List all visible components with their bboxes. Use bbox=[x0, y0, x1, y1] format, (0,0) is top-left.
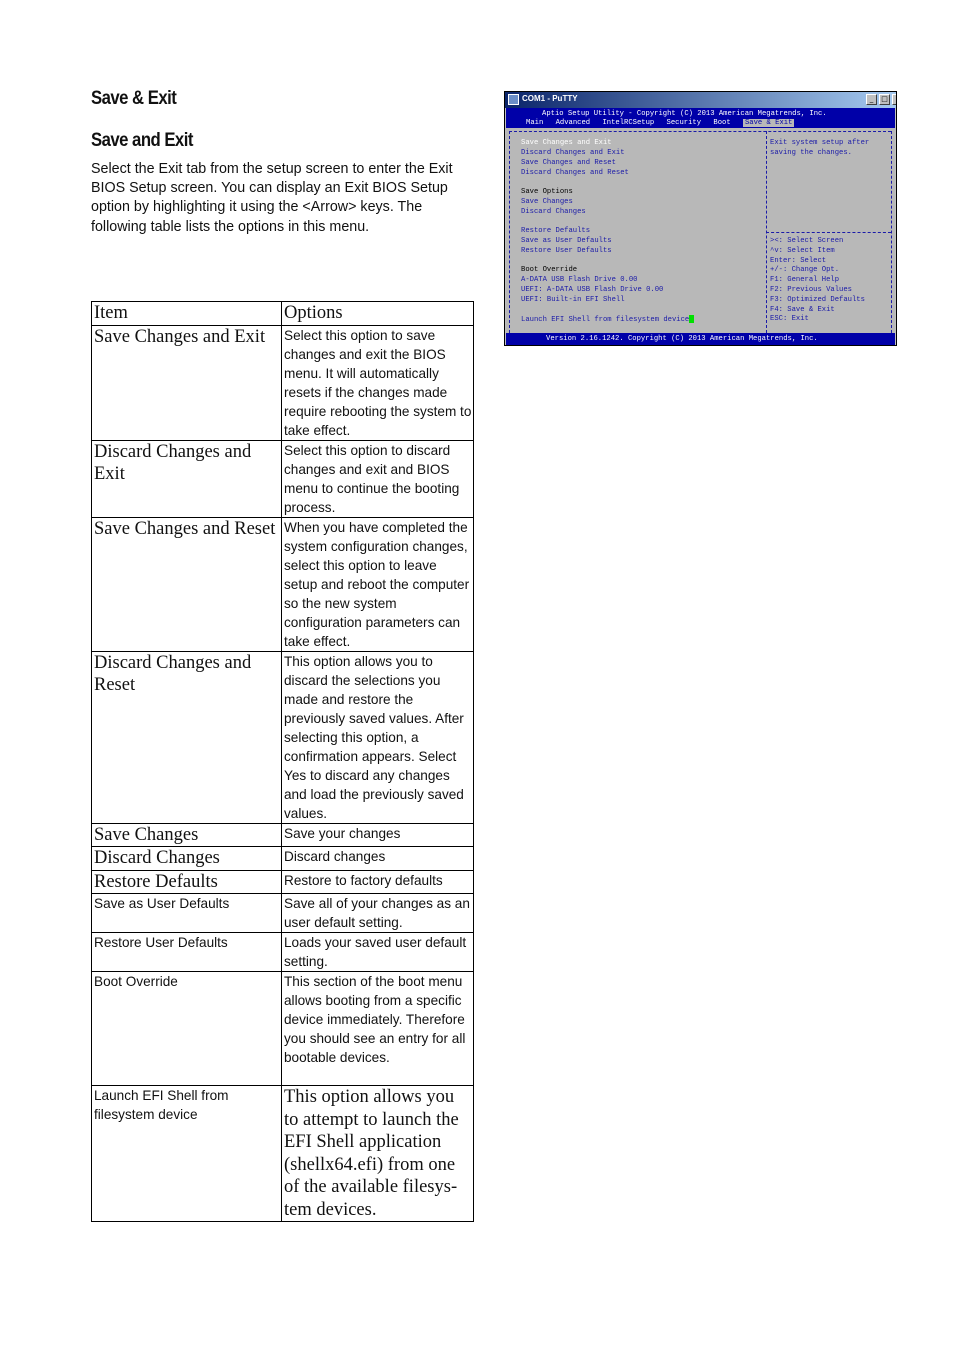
bios-version: Version 2.16.1242. Copyright (C) 2013 American Megatrends, Inc. bbox=[546, 335, 818, 343]
table-row bbox=[92, 1086, 474, 1222]
row-item: Discard Changes and Reset bbox=[92, 651, 282, 823]
section-heading: Save and Exit bbox=[91, 130, 193, 151]
frame-top bbox=[509, 131, 891, 132]
table-row bbox=[92, 440, 474, 517]
row-options: This option allows you to discard the selections you made and restore the previously saved values. After selecting this option, a confirmation appears. Select Yes to discard any changes and load the previously saved values. bbox=[282, 651, 474, 823]
close-icon[interactable] bbox=[892, 94, 896, 105]
key-hint: ^v: Select Item bbox=[770, 247, 835, 255]
page-heading: Save & Exit bbox=[91, 88, 177, 109]
key-hint: F2: Previous Values bbox=[770, 286, 852, 294]
menu-item[interactable]: Save Changes and Exit bbox=[521, 139, 612, 147]
menu-item[interactable]: Restore Defaults bbox=[521, 227, 591, 235]
tab-intelrcsetup[interactable]: IntelRCSetup bbox=[602, 119, 655, 127]
table-row bbox=[92, 325, 474, 440]
putty-app-icon bbox=[508, 94, 519, 105]
key-hint: F4: Save & Exit bbox=[770, 306, 835, 314]
row-options: This section of the boot menu allows booting from a specific device immediately. Therefore you should see an entry for all bootable devices. bbox=[282, 972, 474, 1086]
help-text: saving the changes. bbox=[770, 149, 852, 157]
row-item: Restore Defaults bbox=[92, 870, 282, 894]
putty-window bbox=[504, 91, 897, 346]
minimize-icon[interactable]: _ bbox=[866, 94, 877, 105]
menu-item[interactable]: A-DATA USB Flash Drive 0.00 bbox=[521, 276, 638, 284]
table-row bbox=[92, 870, 474, 894]
table-row bbox=[92, 651, 474, 823]
menu-item[interactable]: UEFI: A-DATA USB Flash Drive 0.00 bbox=[521, 286, 664, 294]
row-item: Boot Override bbox=[92, 972, 282, 1086]
tab-security[interactable]: Security bbox=[666, 119, 702, 127]
key-hint: Enter: Select bbox=[770, 257, 827, 265]
row-options: Select this option to save changes and exit the BIOS menu. It will automatically resets if the changes made require rebooting the system to take effect. bbox=[282, 325, 474, 440]
bios-tab-bar bbox=[526, 119, 802, 127]
menu-item[interactable]: Save as User Defaults bbox=[521, 237, 612, 245]
row-options: Save all of your changes as an user default setting. bbox=[282, 894, 474, 933]
row-item: Discard Changes bbox=[92, 847, 282, 871]
tab-boot[interactable]: Boot bbox=[713, 119, 731, 127]
header-item: Item bbox=[92, 302, 282, 326]
menu-item-label: Launch EFI Shell from filesystem device bbox=[521, 315, 690, 324]
row-options: When you have completed the system configuration changes, select this option to leave setup and reboot the computer so the new system configuration parameters can take effect. bbox=[282, 517, 474, 651]
bios-header bbox=[506, 108, 895, 128]
table-header-row bbox=[92, 302, 474, 326]
key-hint: ><: Select Screen bbox=[770, 237, 844, 245]
frame-left bbox=[509, 131, 510, 333]
maximize-icon[interactable]: □ bbox=[879, 94, 890, 105]
table-row bbox=[92, 517, 474, 651]
menu-item[interactable]: Discard Changes bbox=[521, 208, 586, 216]
menu-item[interactable]: Save Changes and Reset bbox=[521, 159, 616, 167]
row-item: Save Changes and Reset bbox=[92, 517, 282, 651]
menu-item[interactable]: Restore User Defaults bbox=[521, 247, 612, 255]
table-row bbox=[92, 894, 474, 933]
options-table bbox=[91, 301, 474, 1222]
menu-item[interactable]: Save Changes bbox=[521, 198, 573, 206]
key-hint: F3: Optimized Defaults bbox=[770, 296, 865, 304]
row-options: Select this option to discard changes and exit and BIOS menu to continue the booting process. bbox=[282, 440, 474, 517]
key-hint: F1: General Help bbox=[770, 276, 840, 284]
row-item: Save as User Defaults bbox=[92, 894, 282, 933]
table-row bbox=[92, 823, 474, 847]
table-row bbox=[92, 847, 474, 871]
intro-paragraph: Select the Exit tab from the setup screen to enter the Exit BIOS Setup screen. You can display an Exit BIOS Setup option by highlighting it using the <Arrow> keys. The following table lists the options in this menu. bbox=[91, 161, 453, 235]
menu-item[interactable]: UEFI: Built-in EFI Shell bbox=[521, 296, 625, 304]
frame-right bbox=[891, 131, 892, 333]
table-row bbox=[92, 933, 474, 972]
window-titlebar[interactable] bbox=[505, 92, 896, 108]
window-title: COM1 - PuTTY bbox=[522, 94, 578, 103]
menu-item[interactable] bbox=[521, 315, 694, 324]
row-item: Restore User Defaults bbox=[92, 933, 282, 972]
menu-section-label: Boot Override bbox=[521, 266, 578, 274]
tab-save-exit[interactable]: Save & Exit bbox=[744, 119, 793, 127]
key-hint: ESC: Exit bbox=[770, 315, 809, 323]
cursor-icon bbox=[689, 315, 694, 323]
tab-advanced[interactable]: Advanced bbox=[555, 119, 591, 127]
row-item: Save Changes and Exit bbox=[92, 325, 282, 440]
row-options: This option allows you to attempt to launch the EFI Shell application (shellx64.efi) from one of the available filesys-tem devices. bbox=[282, 1086, 474, 1222]
row-options: Loads your saved user default setting. bbox=[282, 933, 474, 972]
menu-item[interactable]: Discard Changes and Reset bbox=[521, 169, 629, 177]
header-options: Options bbox=[282, 302, 474, 326]
table-row bbox=[92, 972, 474, 1086]
row-item: Launch EFI Shell from filesystem device bbox=[92, 1086, 282, 1222]
key-hint: +/-: Change Opt. bbox=[770, 266, 840, 274]
tab-main[interactable]: Main bbox=[526, 119, 544, 127]
help-divider bbox=[766, 232, 891, 233]
help-text: Exit system setup after bbox=[770, 139, 870, 147]
menu-item[interactable]: Discard Changes and Exit bbox=[521, 149, 625, 157]
bios-footer bbox=[506, 333, 895, 345]
row-options: Restore to factory defaults bbox=[282, 870, 474, 894]
row-options: Save your changes bbox=[282, 823, 474, 847]
row-item: Discard Changes and Exit bbox=[92, 440, 282, 517]
menu-section-label: Save Options bbox=[521, 188, 573, 196]
row-options: Discard changes bbox=[282, 847, 474, 871]
bios-copyright: Aptio Setup Utility - Copyright (C) 2013 American Megatrends, Inc. bbox=[542, 110, 827, 118]
terminal-screen[interactable] bbox=[506, 108, 895, 345]
row-item: Save Changes bbox=[92, 823, 282, 847]
